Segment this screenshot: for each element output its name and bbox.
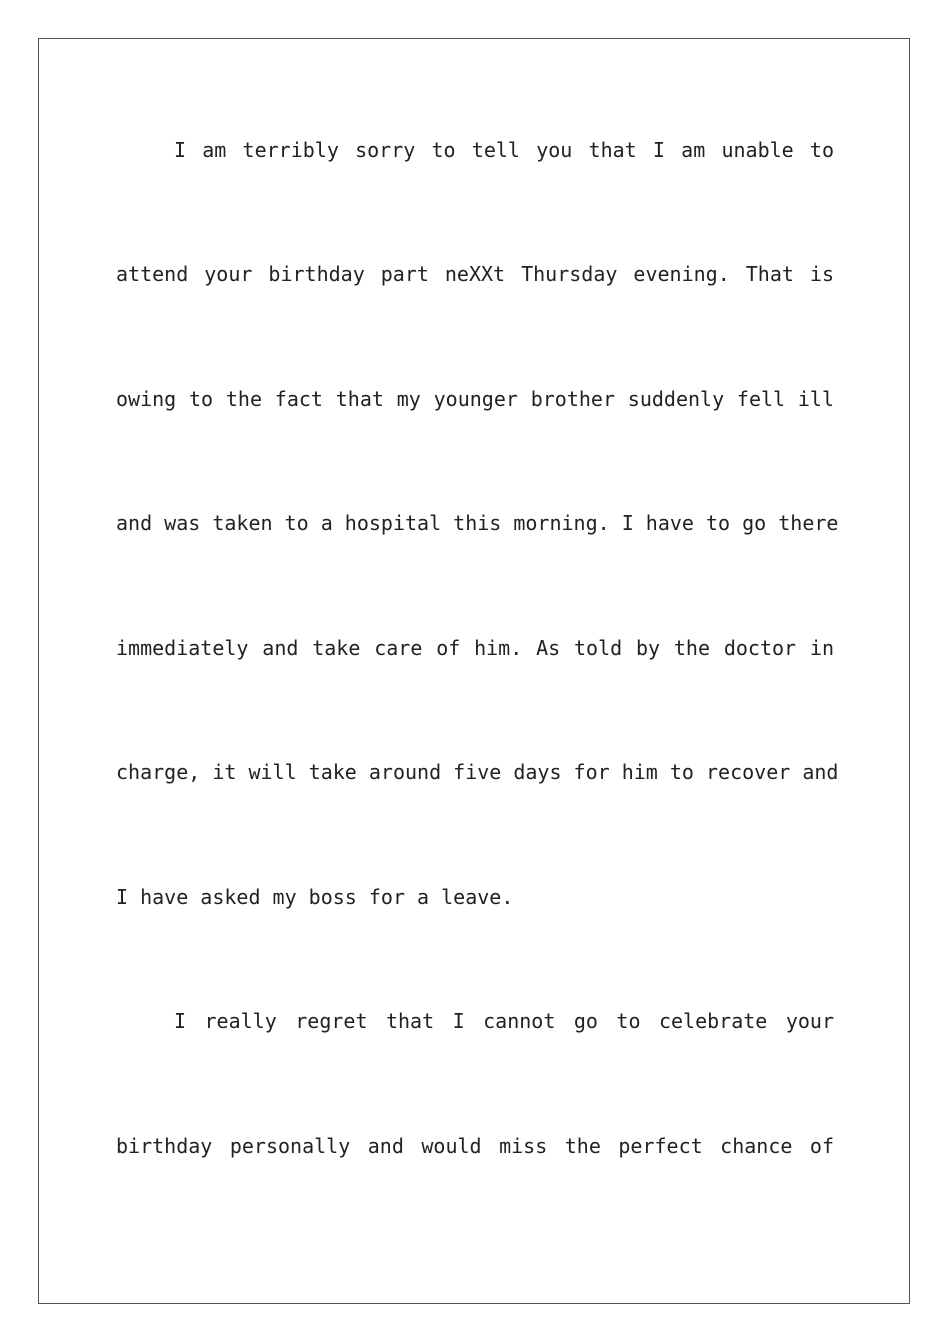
paragraph-1-line-3: owing to the fact that my younger brother suddenly fell ill <box>116 387 834 411</box>
paragraph-1-line-7: I have asked my boss for a leave. <box>116 885 514 909</box>
paragraph-2-line-1: I really regret that I cannot go to celebrate your <box>174 1009 834 1033</box>
page-frame <box>38 38 910 1304</box>
paragraph-1-line-4: and was taken to a hospital this morning. I have to go there <box>116 511 839 535</box>
paragraph-1-line-1: I am terribly sorry to tell you that I am unable to <box>174 138 834 162</box>
paragraph-1-line-6: charge, it will take around five days for him to recover and <box>116 760 839 784</box>
paragraph-1-line-2: attend your birthday part neXXt Thursday evening. That is <box>116 262 834 286</box>
paragraph-1-line-5: immediately and take care of him. As told by the doctor in <box>116 636 834 660</box>
paragraph-2-line-2: birthday personally and would miss the perfect chance of <box>116 1134 834 1158</box>
